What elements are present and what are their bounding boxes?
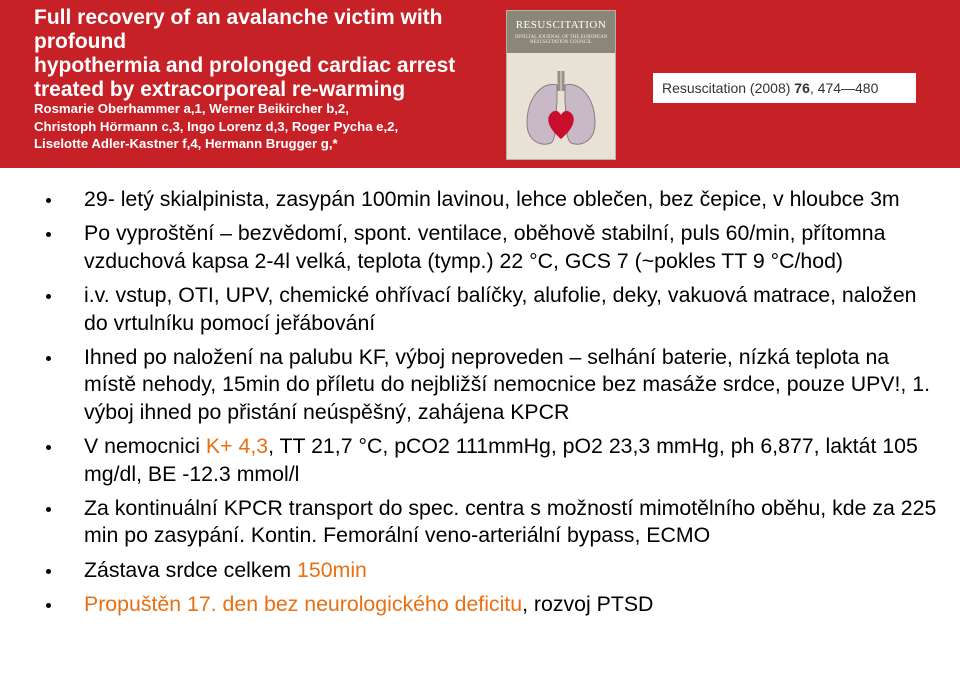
title-line: Full recovery of an avalanche victim with profound [34,6,443,53]
bullet-dot [46,198,51,203]
bullet-dot [46,356,51,361]
case-report-bullet-list [44,186,944,626]
author-line: Liselotte Adler-Kastner f,4, Hermann Brugger g,* [34,136,338,151]
bullet-dot [46,294,51,299]
title-line: treated by extracorporeal re-warming [34,78,406,101]
article-title [34,6,484,102]
bullet-text-before: V nemocnici [84,434,206,459]
citation-prefix: Resuscitation (2008) [662,80,795,96]
bullet-text: Po vyproštění – bezvědomí, spont. ventilace, oběhově stabilní, puls 60/min, přítomna vzduchová kapsa 2-4l velká, teplota (tymp.) 22 °C, GCS 7 (~pokles TT 9 °C/hod) [84,221,886,273]
bullet-highlight: 150min [297,557,367,582]
bullet-item [44,433,944,488]
bullet-highlight: K+ 4,3 [205,434,269,459]
bullet-text: Ihned po naložení na palubu KF, výboj neproveden – selhání baterie, nízká teplota na místě nehody, 15min do příletu do nejbližší nemocnice bez masáže srdce, pouze UPV!, 1. výboj ihned po přistání neúspěšný, zahájena KPCR [84,345,931,424]
article-header-banner [0,0,960,168]
bullet-item [44,186,944,213]
bullet-text: 29- letý skialpinista, zasypán 100min lavinou, lehce oblečen, bez čepice, v hloubce 3m [84,187,900,211]
bullet-dot [46,507,51,512]
bullet-dot [46,232,51,237]
journal-name: RESUSCITATION [515,19,607,31]
bullet-item [44,557,944,584]
author-line: Rosmarie Oberhammer a,1, Werner Beikircher b,2, [34,101,349,116]
bullet-item [44,591,944,618]
citation-volume: 76 [794,80,810,96]
bullet-dot [46,569,51,574]
bullet-text-before: Zástava srdce celkem [84,557,298,582]
bullet-item [44,282,944,337]
citation-pages: , 474—480 [809,80,879,96]
bullet-text: i.v. vstup, OTI, UPV, chemické ohřívací balíčky, alufolie, deky, vakuová matrace, naložen do vrtulníku pomocí jeřábování [84,283,917,335]
bullet-text-after: , TT 21,7 °C, pCO2 111mmHg, pO2 23,3 mmHg, ph 6,877, laktát 105 mg/dl, BE -12.3 mmol/l [84,434,918,486]
journal-subtitle: OFFICIAL JOURNAL OF THE EUROPEAN RESUSCITATION COUNCIL [514,35,608,45]
bullet-item [44,220,944,275]
title-line: hypothermia and prolonged cardiac arrest [34,54,456,77]
bullet-dot [46,603,51,608]
cover-band [507,11,615,53]
author-line: Christoph Hörmann c,3, Ingo Lorenz d,3, Roger Pycha e,2, [34,118,399,134]
lungs-heart-icon [521,61,601,153]
bullet-highlight: Propuštěn 17. den bez neurologického deficitu [84,592,523,617]
journal-citation [653,73,916,103]
bullet-dot [46,445,51,450]
bullet-item [44,344,944,426]
author-list [34,100,494,153]
bullet-text: Za kontinuální KPCR transport do spec. centra s možností mimotělního oběhu, kde za 225 min po zasypání. Kontin. Femorální veno-arteriální bypass, ECMO [84,496,937,548]
bullet-text-after: , rozvoj PTSD [522,592,654,617]
bullet-item [44,495,944,550]
journal-cover-image [506,10,616,160]
